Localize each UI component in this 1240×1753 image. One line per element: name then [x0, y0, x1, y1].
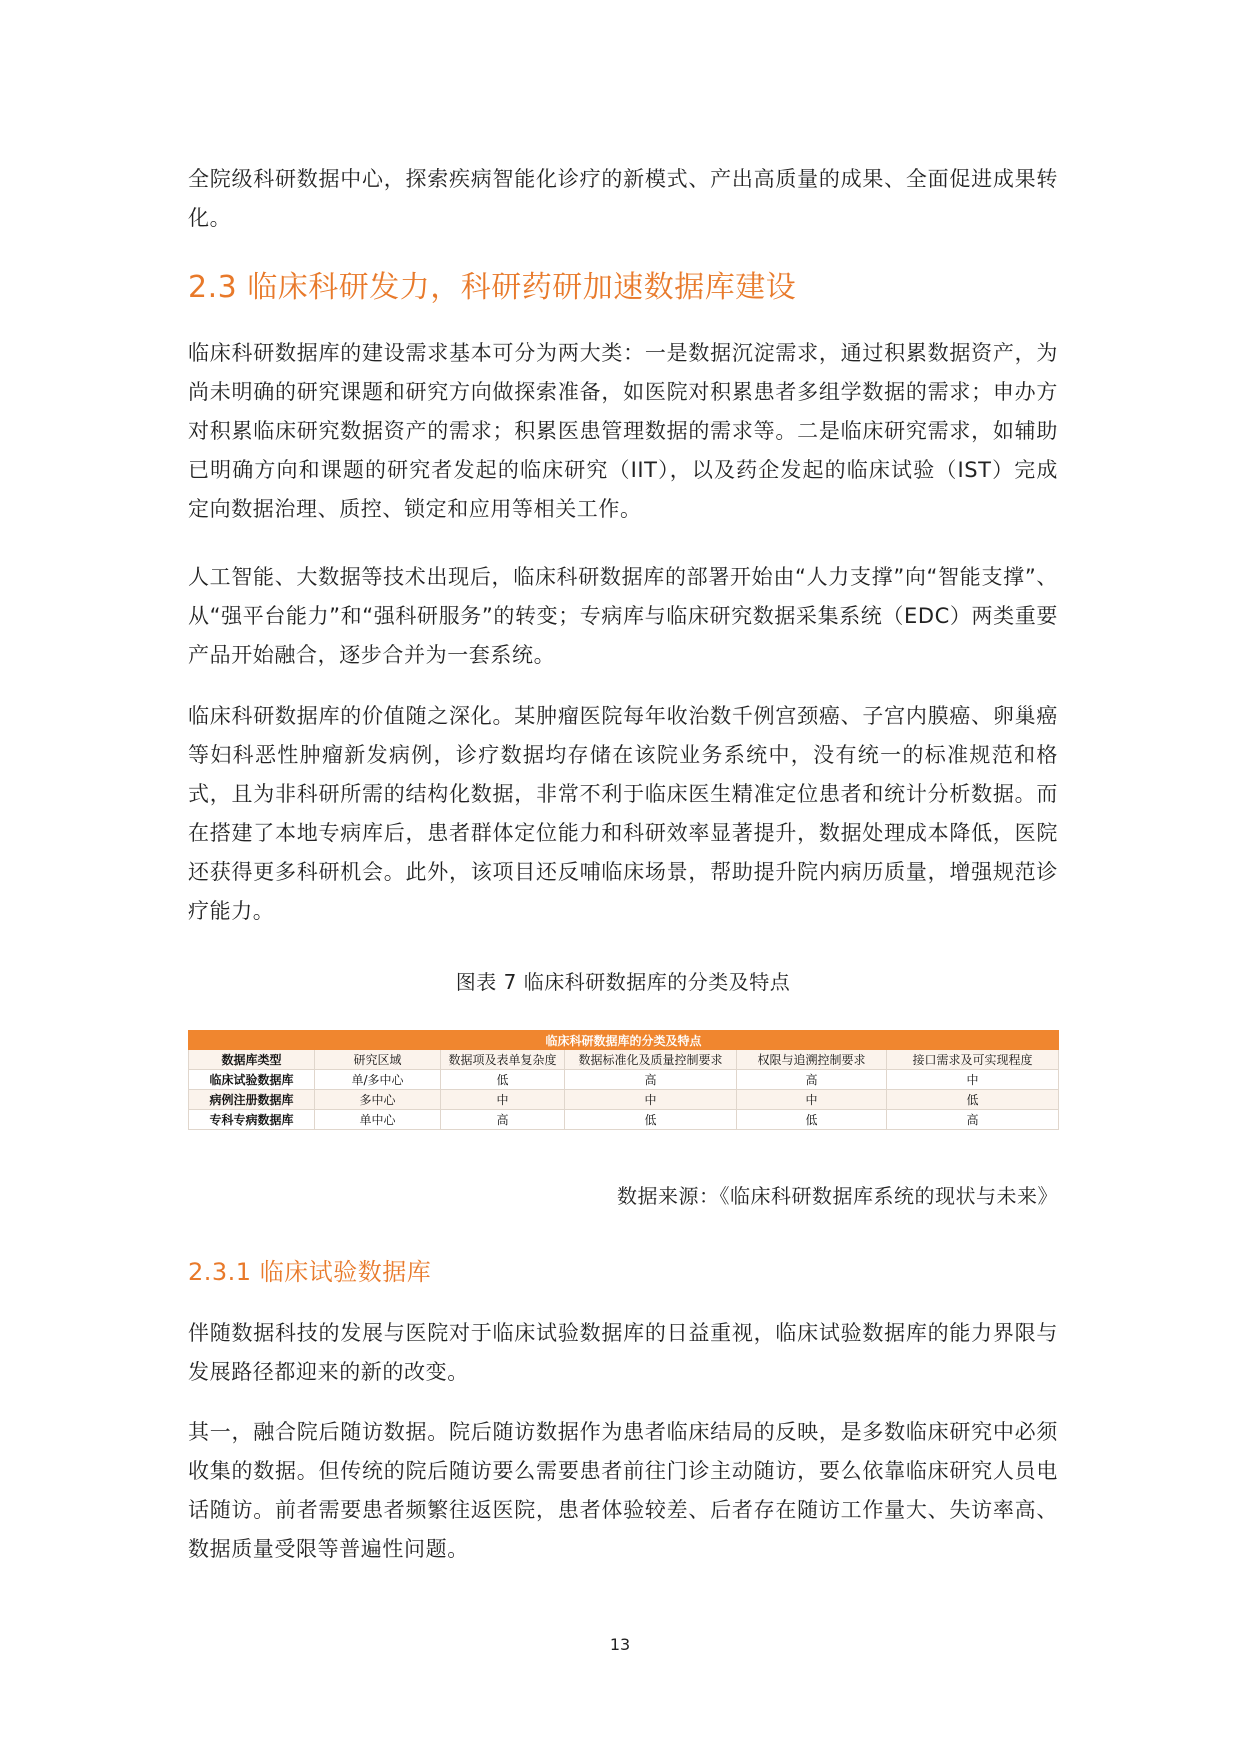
table-header-cell: 研究区域	[315, 1050, 441, 1070]
table-header-cell: 数据标准化及质量控制要求	[565, 1050, 737, 1070]
table-header-row	[189, 1050, 1059, 1070]
table-row	[189, 1110, 1059, 1130]
table-cell: 低	[887, 1090, 1059, 1110]
table-cell: 多中心	[315, 1090, 441, 1110]
table-cell: 高	[737, 1070, 887, 1090]
table-cell: 低	[565, 1110, 737, 1130]
table-cell: 专科专病数据库	[189, 1110, 315, 1130]
table-cell: 单/多中心	[315, 1070, 441, 1090]
data-source: 数据来源：《临床科研数据库系统的现状与未来》	[617, 1184, 1058, 1208]
paragraph-ai: 人工智能、大数据等技术出现后，临床科研数据库的部署开始由“人力支撑”向“智能支撑”、从“强平台能力”和“强科研服务”的转变；专病库与临床研究数据采集系统（EDC）两类重要产品开始融合，逐步合并为一套系统。	[188, 565, 1058, 667]
figure-caption: 图表 7 临床科研数据库的分类及特点	[455, 970, 791, 994]
table-cell: 中	[441, 1090, 565, 1110]
table-cell: 低	[441, 1070, 565, 1090]
table-row	[189, 1090, 1059, 1110]
paragraph-value: 临床科研数据库的价值随之深化。某肿瘤医院每年收治数千例宫颈癌、子宫内膜癌、卵巢癌等妇科恶性肿瘤新发病例，诊疗数据均存储在该院业务系统中，没有统一的标准规范和格式，且为非科研所需的结构化数据，非常不利于临床医生精准定位患者和统计分析数据。而在搭建了本地专病库后，患者群体定位能力和科研效率显著提升，数据处理成本降低，医院还获得更多科研机会。此外，该项目还反哺临床场景，帮助提升院内病历质量，增强规范诊疗能力。	[188, 704, 1058, 923]
paragraph-followup: 其一，融合院后随访数据。院后随访数据作为患者临床结局的反映，是多数临床研究中必须收集的数据。但传统的院后随访要么需要患者前往门诊主动随访，要么依靠临床研究人员电话随访。前者需要患者频繁往返医院，患者体验较差、后者存在随访工作量大、失访率高、数据质量受限等普遍性问题。	[188, 1420, 1058, 1561]
database-classification-table	[188, 1030, 1059, 1130]
table-cell: 单中心	[315, 1110, 441, 1130]
table-header-cell: 权限与追溯控制要求	[737, 1050, 887, 1070]
table-header-cell: 接口需求及可实现程度	[887, 1050, 1059, 1070]
table-header-cell: 数据项及表单复杂度	[441, 1050, 565, 1070]
paragraph-intro: 全院级科研数据中心，探索疾病智能化诊疗的新模式、产出高质量的成果、全面促进成果转化。	[188, 167, 1058, 230]
table-cell: 高	[887, 1110, 1059, 1130]
table-cell: 高	[441, 1110, 565, 1130]
table-cell: 低	[737, 1110, 887, 1130]
paragraph-needs: 临床科研数据库的建设需求基本可分为两大类：一是数据沉淀需求，通过积累数据资产，为尚未明确的研究课题和研究方向做探索准备，如医院对积累患者多组学数据的需求；申办方对积累临床研究数据资产的需求；积累医患管理数据的需求等。二是临床研究需求，如辅助已明确方向和课题的研究者发起的临床研究（IIT），以及药企发起的临床试验（IST）完成定向数据治理、质控、锁定和应用等相关工作。	[188, 341, 1058, 521]
table-cell: 中	[565, 1090, 737, 1110]
table-row	[189, 1070, 1059, 1090]
table-header-cell: 数据库类型	[189, 1050, 315, 1070]
table-cell: 临床试验数据库	[189, 1070, 315, 1090]
table-title: 临床科研数据库的分类及特点	[189, 1031, 1059, 1050]
table-cell: 高	[565, 1070, 737, 1090]
table-title-row	[189, 1031, 1059, 1050]
table-cell: 中	[737, 1090, 887, 1110]
table-cell: 病例注册数据库	[189, 1090, 315, 1110]
table-cell: 中	[887, 1070, 1059, 1090]
section-heading: 2.3 临床科研发力，科研药研加速数据库建设	[188, 270, 797, 305]
page-number: 13	[609, 1635, 631, 1654]
paragraph-development: 伴随数据科技的发展与医院对于临床试验数据库的日益重视，临床试验数据库的能力界限与发展路径都迎来的新的改变。	[188, 1321, 1058, 1384]
subsection-heading: 2.3.1 临床试验数据库	[188, 1258, 432, 1286]
